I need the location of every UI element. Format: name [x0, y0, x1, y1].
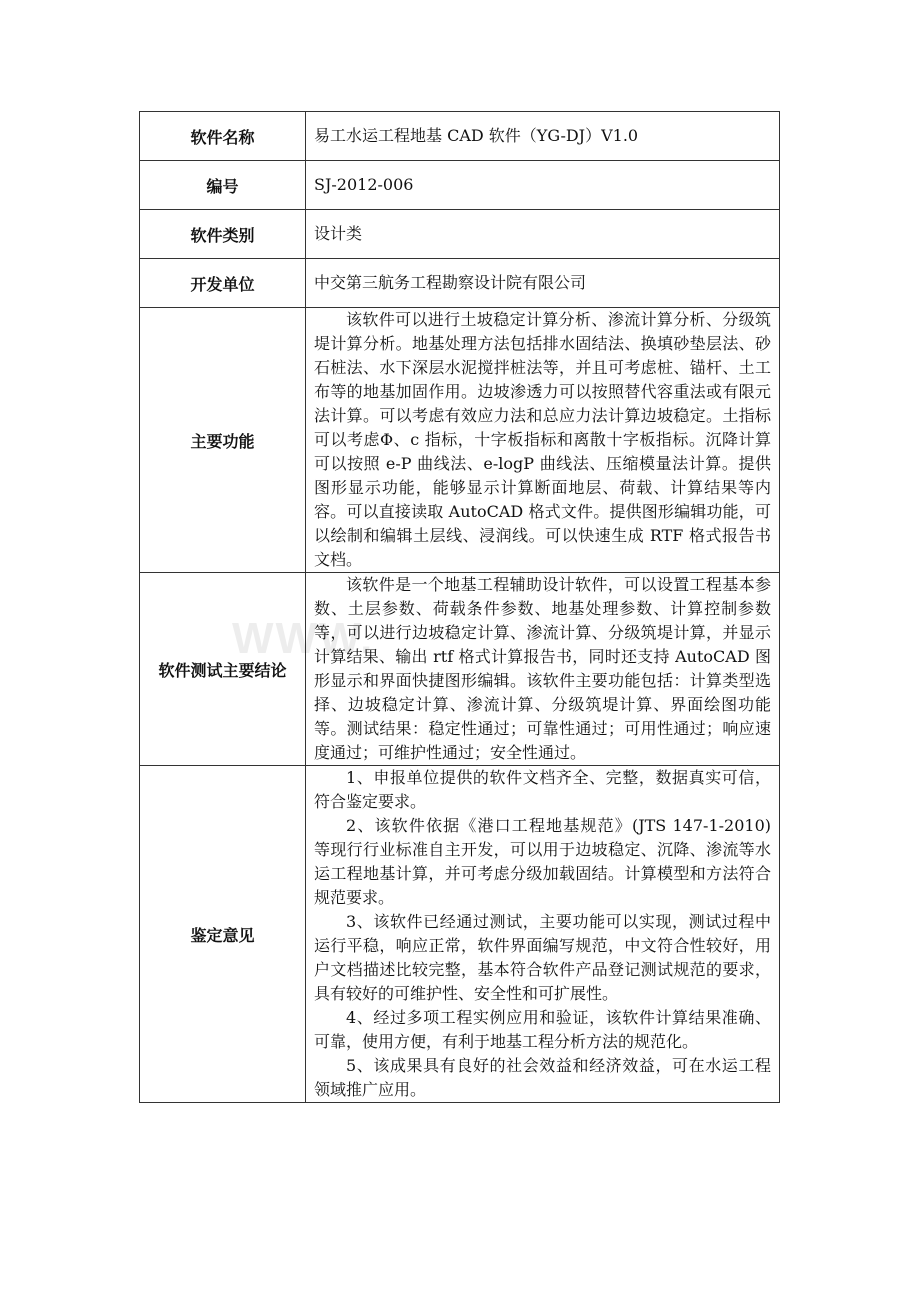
table-row-serial-number — [140, 161, 780, 210]
appraisal-table — [139, 111, 780, 1103]
row-label: 开发单位 — [140, 259, 306, 308]
row-value — [306, 766, 780, 1103]
table-row-test-conclusion — [140, 573, 780, 766]
row-label: 软件测试主要结论 — [140, 573, 306, 766]
table-row-software-category — [140, 210, 780, 259]
row-value: 中交第三航务工程勘察设计院有限公司 — [306, 259, 780, 308]
opinion-item-1: 1、申报单位提供的软件文档齐全、完整，数据真实可信，符合鉴定要求。 — [314, 768, 771, 811]
row-label: 鉴定意见 — [140, 766, 306, 1103]
opinion-item-2: 2、该软件依据《港口工程地基规范》(JTS 147-1-2010) 等现行行业标准自主开发，可以用于边坡稳定、沉降、渗流等水运工程地基计算，并可考虑分级加载固结。计算模型和方法符合规范要求。 — [314, 816, 771, 907]
paragraph: 该软件是一个地基工程辅助设计软件，可以设置工程基本参数、土层参数、荷载条件参数、地基处理参数、计算控制参数等，可以进行边坡稳定计算、渗流计算、分级筑堤计算，并显示计算结果、输出 rtf 格式计算报告书，同时还支持 AutoCAD 图形显示和界面快捷图形编辑。该软件主要功能包括：计算类型选择、边坡稳定计算、渗流计算、分级筑堤计算、界面绘图功能等。测试结果：稳定性通过；可靠性通过；可用性通过；响应速度通过；可维护性通过；安全性通过。 — [314, 575, 771, 762]
row-value: 设计类 — [306, 210, 780, 259]
table-row-software-name — [140, 112, 780, 161]
table-row-main-functions — [140, 308, 780, 573]
row-value — [306, 308, 780, 573]
row-label: 软件名称 — [140, 112, 306, 161]
opinion-item-4: 4、经过多项工程实例应用和验证，该软件计算结果准确、可靠，使用方便，有利于地基工程分析方法的规范化。 — [314, 1008, 771, 1051]
table-row-appraisal-opinion — [140, 766, 780, 1103]
table-row-developer — [140, 259, 780, 308]
row-label: 编号 — [140, 161, 306, 210]
opinion-item-3: 3、该软件已经通过测试，主要功能可以实现，测试过程中运行平稳，响应正常，软件界面编写规范，中文符合性较好，用户文档描述比较完整，基本符合软件产品登记测试规范的要求，具有较好的可维护性、安全性和可扩展性。 — [314, 912, 771, 1003]
paragraph: 该软件可以进行土坡稳定计算分析、渗流计算分析、分级筑堤计算分析。地基处理方法包括排水固结法、换填砂垫层法、砂石桩法、水下深层水泥搅拌桩法等，并且可考虑桩、锚杆、土工布等的地基加固作用。边坡渗透力可以按照替代容重法或有限元法计算。可以考虑有效应力法和总应力法计算边坡稳定。土指标可以考虑Φ、c 指标，十字板指标和离散十字板指标。沉降计算可以按照 e-P 曲线法、e-logP 曲线法、压缩模量法计算。提供图形显示功能，能够显示计算断面地层、荷载、计算结果等内容。可以直接读取 AutoCAD 格式文件。提供图形编辑功能，可以绘制和编辑土层线、浸润线。可以快速生成 RTF 格式报告书文档。 — [314, 310, 771, 569]
row-value — [306, 573, 780, 766]
watermark: WWW. — [232, 614, 375, 663]
row-label: 软件类别 — [140, 210, 306, 259]
row-value: 易工水运工程地基 CAD 软件（YG-DJ）V1.0 — [306, 112, 780, 161]
row-value: SJ-2012-006 — [306, 161, 780, 210]
row-label: 主要功能 — [140, 308, 306, 573]
opinion-item-5: 5、该成果具有良好的社会效益和经济效益，可在水运工程领域推广应用。 — [314, 1056, 771, 1099]
